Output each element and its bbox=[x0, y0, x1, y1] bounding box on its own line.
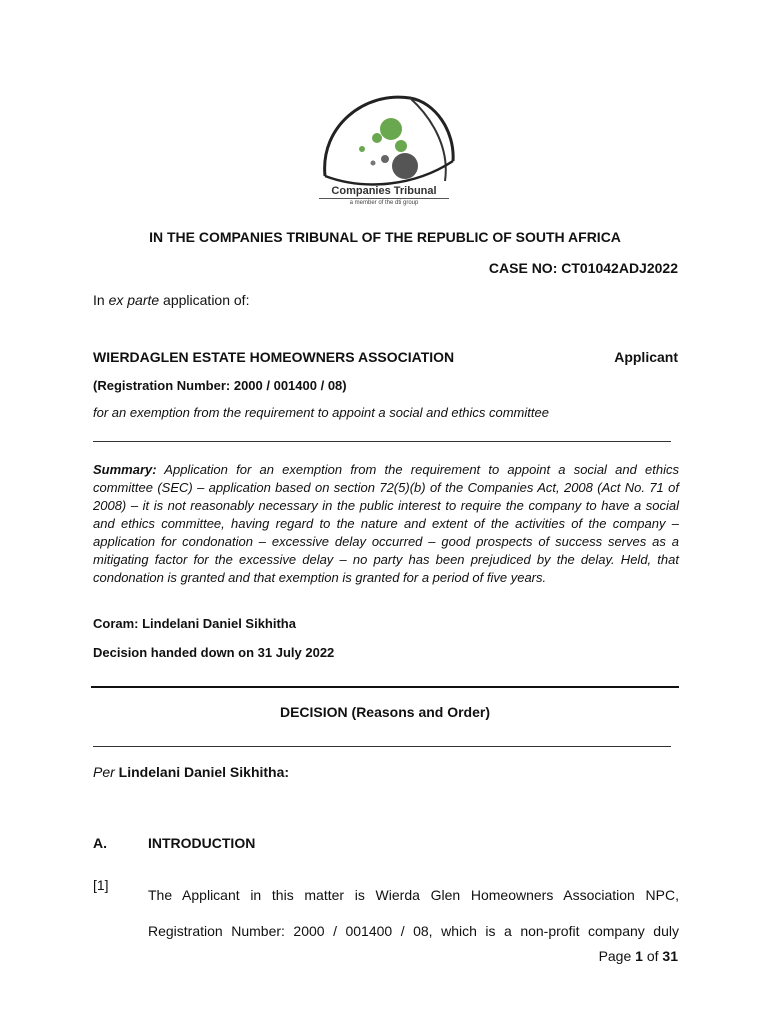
party-role: Applicant bbox=[614, 349, 678, 365]
page-number bbox=[599, 948, 678, 964]
registration-number: (Registration Number: 2000 / 001400 / 08) bbox=[93, 378, 347, 393]
application-line bbox=[93, 292, 249, 308]
decision-heading: DECISION (Reasons and Order) bbox=[279, 704, 491, 720]
page-prefix: Page bbox=[598, 948, 636, 964]
party-name: WIERDAGLEN ESTATE HOMEOWNERS ASSOCIATION bbox=[93, 349, 455, 365]
companies-tribunal-logo bbox=[305, 86, 465, 211]
logo-name: Companies Tribunal bbox=[331, 185, 437, 197]
summary-paragraph bbox=[93, 461, 679, 587]
decision-date: Decision handed down on 31 July 2022 bbox=[93, 645, 335, 660]
ex-parte-text: ex parte bbox=[108, 292, 160, 308]
application-purpose: for an exemption from the requirement to appoint a social and ethics committee bbox=[93, 405, 549, 420]
page-middle: of bbox=[642, 948, 663, 964]
summary-label: Summary: bbox=[93, 462, 157, 477]
section-number: A. bbox=[93, 835, 107, 851]
application-prefix: In bbox=[93, 292, 109, 308]
per-line bbox=[93, 764, 289, 780]
court-title: IN THE COMPANIES TRIBUNAL OF THE REPUBLIC OF SOUTH AFRICA bbox=[149, 229, 621, 245]
application-suffix: application of: bbox=[159, 292, 250, 308]
separator-line bbox=[93, 441, 671, 442]
divider-thin bbox=[93, 746, 671, 747]
per-name: Lindelani Daniel Sikhitha: bbox=[114, 764, 290, 780]
paragraph-number: [1] bbox=[93, 877, 109, 893]
divider-thick bbox=[91, 686, 679, 688]
page-total: 31 bbox=[662, 948, 678, 964]
case-number: CASE NO: CT01042ADJ2022 bbox=[488, 260, 678, 276]
page-current: 1 bbox=[635, 948, 643, 964]
section-title: INTRODUCTION bbox=[148, 835, 256, 851]
paragraph-text: The Applicant in this matter is Wierda Glen Homeowners Association NPC, Registration Number: 2000 / 001400 / 08, which is a non-profit company duly bbox=[148, 887, 679, 939]
logo-tagline: a member of the dti group bbox=[319, 198, 449, 206]
coram: Coram: Lindelani Daniel Sikhitha bbox=[93, 616, 296, 631]
summary-text: Application for an exemption from the requirement to appoint a social and ethics committee (SEC) – application based on section 72(5)(b) of the Companies Act, 2008 (Act No. 71 of 2008) – it is not reasonably necessary in the public interest to require the company to have a social and ethics committee, having regard to the nature and extent of the activities of the company – application for condonation – excessive delay occurred – good prospects of success serves as a mitigating factor for the excessive delay – no party has been prejudiced by the delay. Held, that condonation is granted and that exemption is granted for a period of five years. bbox=[93, 462, 679, 585]
per-prefix: Per bbox=[93, 764, 115, 780]
